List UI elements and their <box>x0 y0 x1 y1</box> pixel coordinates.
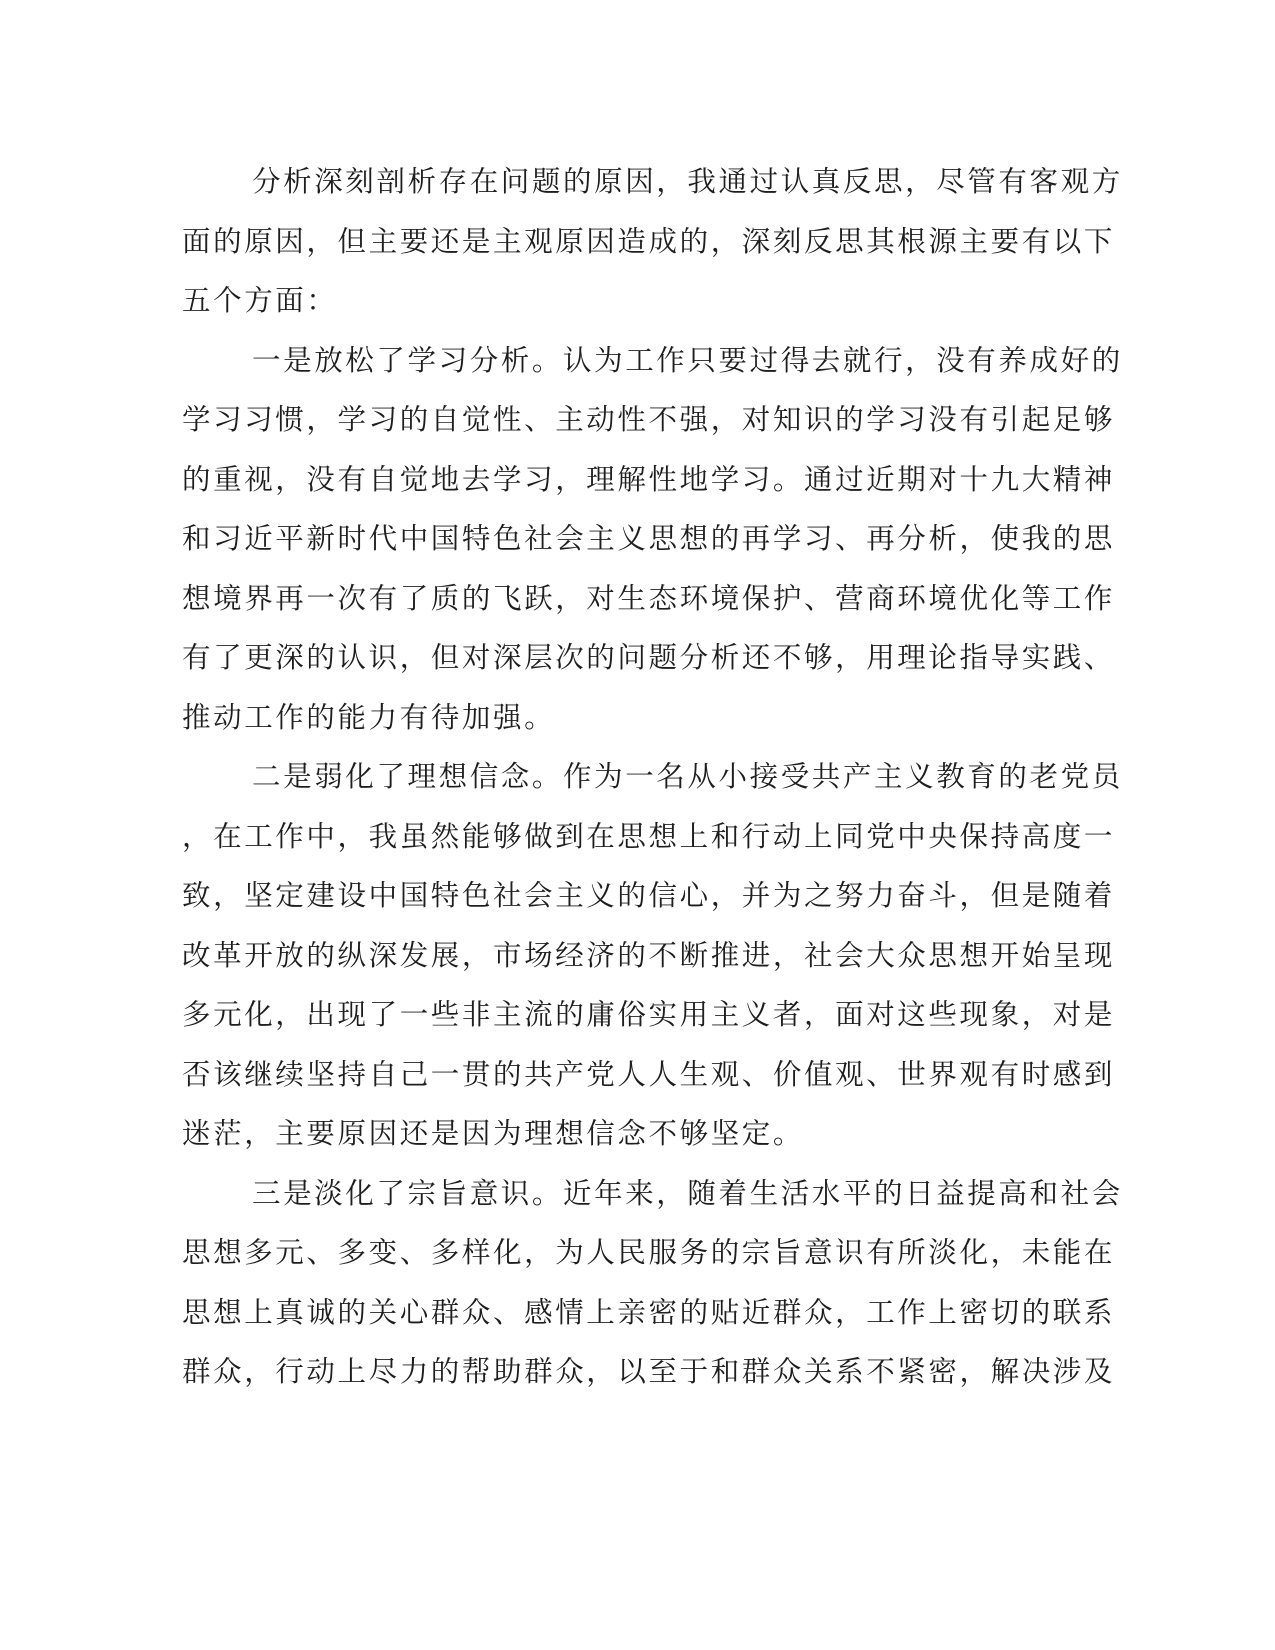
text-line: 想境界再一次有了质的飞跃，对生态环境保护、营商环境优化等工作 <box>182 581 1116 615</box>
paragraph-ideals <box>182 747 1123 1164</box>
text-line: 否该继续坚持自己一贯的共产党人人生观、价值观、世界观有时感到 <box>182 1057 1116 1091</box>
paragraph-purpose <box>182 1164 1123 1402</box>
text-line: 面的原因，但主要还是主观原因造成的，深刻反思其根源主要有以下 <box>182 224 1116 258</box>
text-line: 和习近平新时代中国特色社会主义思想的再学习、再分析，使我的思 <box>182 522 1116 555</box>
text-line: 的重视，没有自觉地去学习，理解性地学习。通过近期对十九大精神 <box>182 462 1116 496</box>
text-line: 有了更深的认识，但对深层次的问题分析还不够，用理论指导实践、 <box>182 641 1116 674</box>
text-line: 五个方面： <box>182 284 338 317</box>
text-line: 改革开放的纵深发展，市场经济的不断推进，社会大众思想开始呈现 <box>182 938 1116 972</box>
text-line: ，在工作中，我虽然能够做到在思想上和行动上同党中央保持高度一 <box>182 819 1116 853</box>
text-line: 迷茫，主要原因还是因为理想信念不够坚定。 <box>182 1117 805 1150</box>
text-line: 多元化，出现了一些非主流的庸俗实用主义者，面对这些现象，对是 <box>182 998 1116 1031</box>
text-line: 致，坚定建设中国特色社会主义的信心，并为之努力奋斗，但是随着 <box>182 879 1116 912</box>
paragraph-study <box>182 331 1123 748</box>
document-body <box>182 152 1123 1402</box>
paragraph-causes-intro <box>182 152 1123 331</box>
text-line: 推动工作的能力有待加强。 <box>182 700 556 734</box>
text-line: 思想多元、多变、多样化，为人民服务的宗旨意识有所淡化，未能在 <box>182 1236 1116 1269</box>
text-line: 群众，行动上尽力的帮助群众，以至于和群众关系不紧密，解决涉及 <box>182 1355 1116 1388</box>
text-line: 思想上真诚的关心群众、感情上亲密的贴近群众，工作上密切的联系 <box>182 1295 1116 1329</box>
text-line: 二是弱化了理想信念。作为一名从小接受共产主义教育的老党员 <box>252 760 1123 793</box>
text-line: 分析深刻剖析存在问题的原因，我通过认真反思，尽管有客观方 <box>252 165 1123 198</box>
text-line: 一是放松了学习分析。认为工作只要过得去就行，没有养成好的 <box>252 343 1123 377</box>
text-line: 三是淡化了宗旨意识。近年来，随着生活水平的日益提高和社会 <box>252 1176 1123 1210</box>
text-line: 学习习惯，学习的自觉性、主动性不强，对知识的学习没有引起足够 <box>182 403 1116 436</box>
